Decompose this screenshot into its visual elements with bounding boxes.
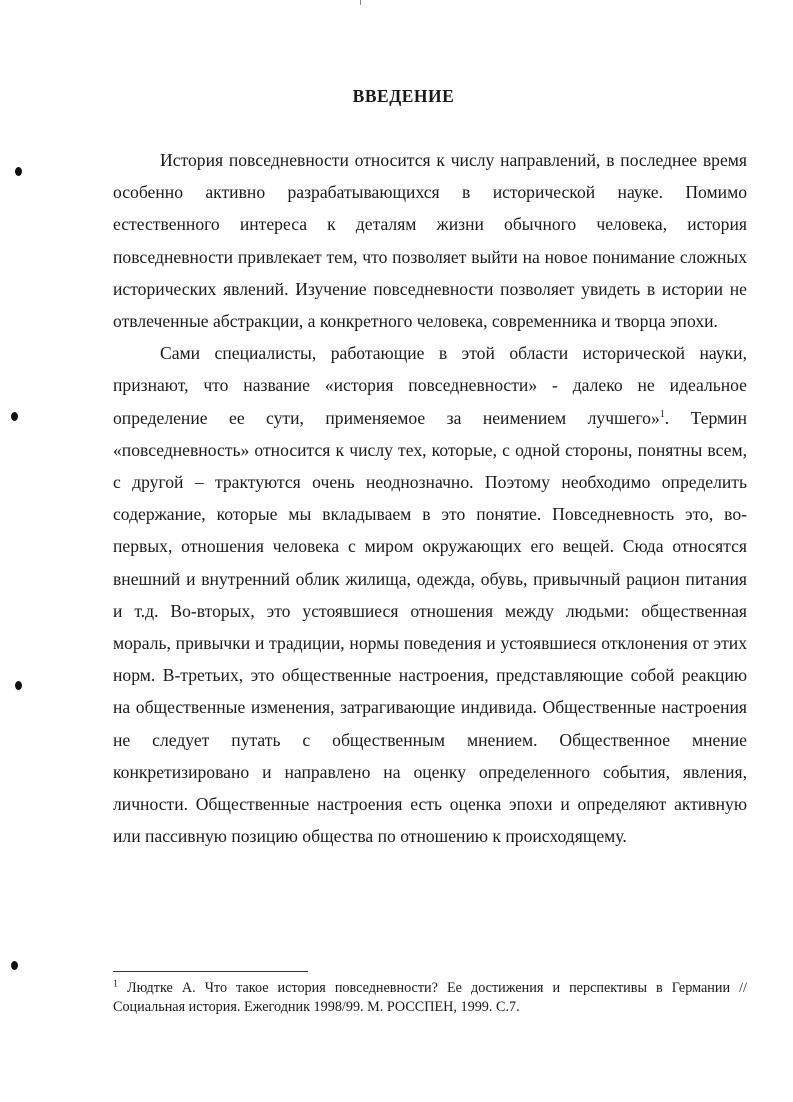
- scan-mark: [360, 0, 361, 5]
- footnote: [113, 979, 747, 1017]
- binding-hole-mark: [15, 167, 22, 176]
- paragraph-1: История повседневности относится к числу направлений, в последнее время особенно активно разрабатывающихся в исторической науке. Помимо естественного интереса к деталям жизни обычного человека, история повседневности привлекает тем, что позволяет выйти на новое понимание сложных исторических явлений. Изучение повседневности позволяет увидеть в истории не отвлеченные абстракции, а конкретного человека, современника и творца эпохи.: [113, 150, 747, 332]
- paragraph-2-text-start: Сами специалисты, работающие в этой области исторической науки, признают, что название «история повседневности» - далеко не идеальное определение ее сути, применяемое за неимением лучшего»: [113, 343, 747, 428]
- binding-hole-mark: [11, 961, 18, 970]
- paragraph-2-text-end: . Термин «повседневность» относится к числу тех, которые, с одной стороны, понятны всем, с другой – трактуются очень неоднозначно. Поэтому необходимо определить содержание, которые мы вкладываем в это понятие. Повседневность это, во-первых, отношения человека с миром окружающих его вещей. Сюда относятся внешний и внутренний облик жилища, одежда, обувь, привычный рацион питания и т.д. Во-вторых, это устоявшиеся отношения между людьми: общественная мораль, привычки и традиции, нормы поведения и устоявшиеся отклонения от этих норм. В-третьих, это общественные настроения, представляющие собой реакцию на общественные изменения, затрагивающие индивида. Общественные настроения не следует путать с общественным мнением. Общественное мнение конкретизировано и направлено на оценку определенного события, явления, личности. Общественные настроения есть оценка эпохи и определяют активную или пассивную позицию общества по отношению к происходящему.: [113, 407, 747, 847]
- paragraph-2: [113, 337, 747, 852]
- footnote-text: Людтке А. Что такое история повседневности? Ее достижения и перспективы в Германии // Социальная история. Ежегодник 1998/99. М. РОССПЕН, 1999. С.7.: [113, 980, 747, 1015]
- footnote-number: 1: [113, 978, 118, 990]
- footnote-reference: 1: [659, 408, 665, 420]
- binding-hole-mark: [11, 412, 18, 421]
- binding-hole-mark: [15, 681, 22, 690]
- main-text: [113, 144, 747, 852]
- page-title: ВВЕДЕНИЕ: [352, 86, 455, 106]
- footnote-separator: [113, 971, 308, 972]
